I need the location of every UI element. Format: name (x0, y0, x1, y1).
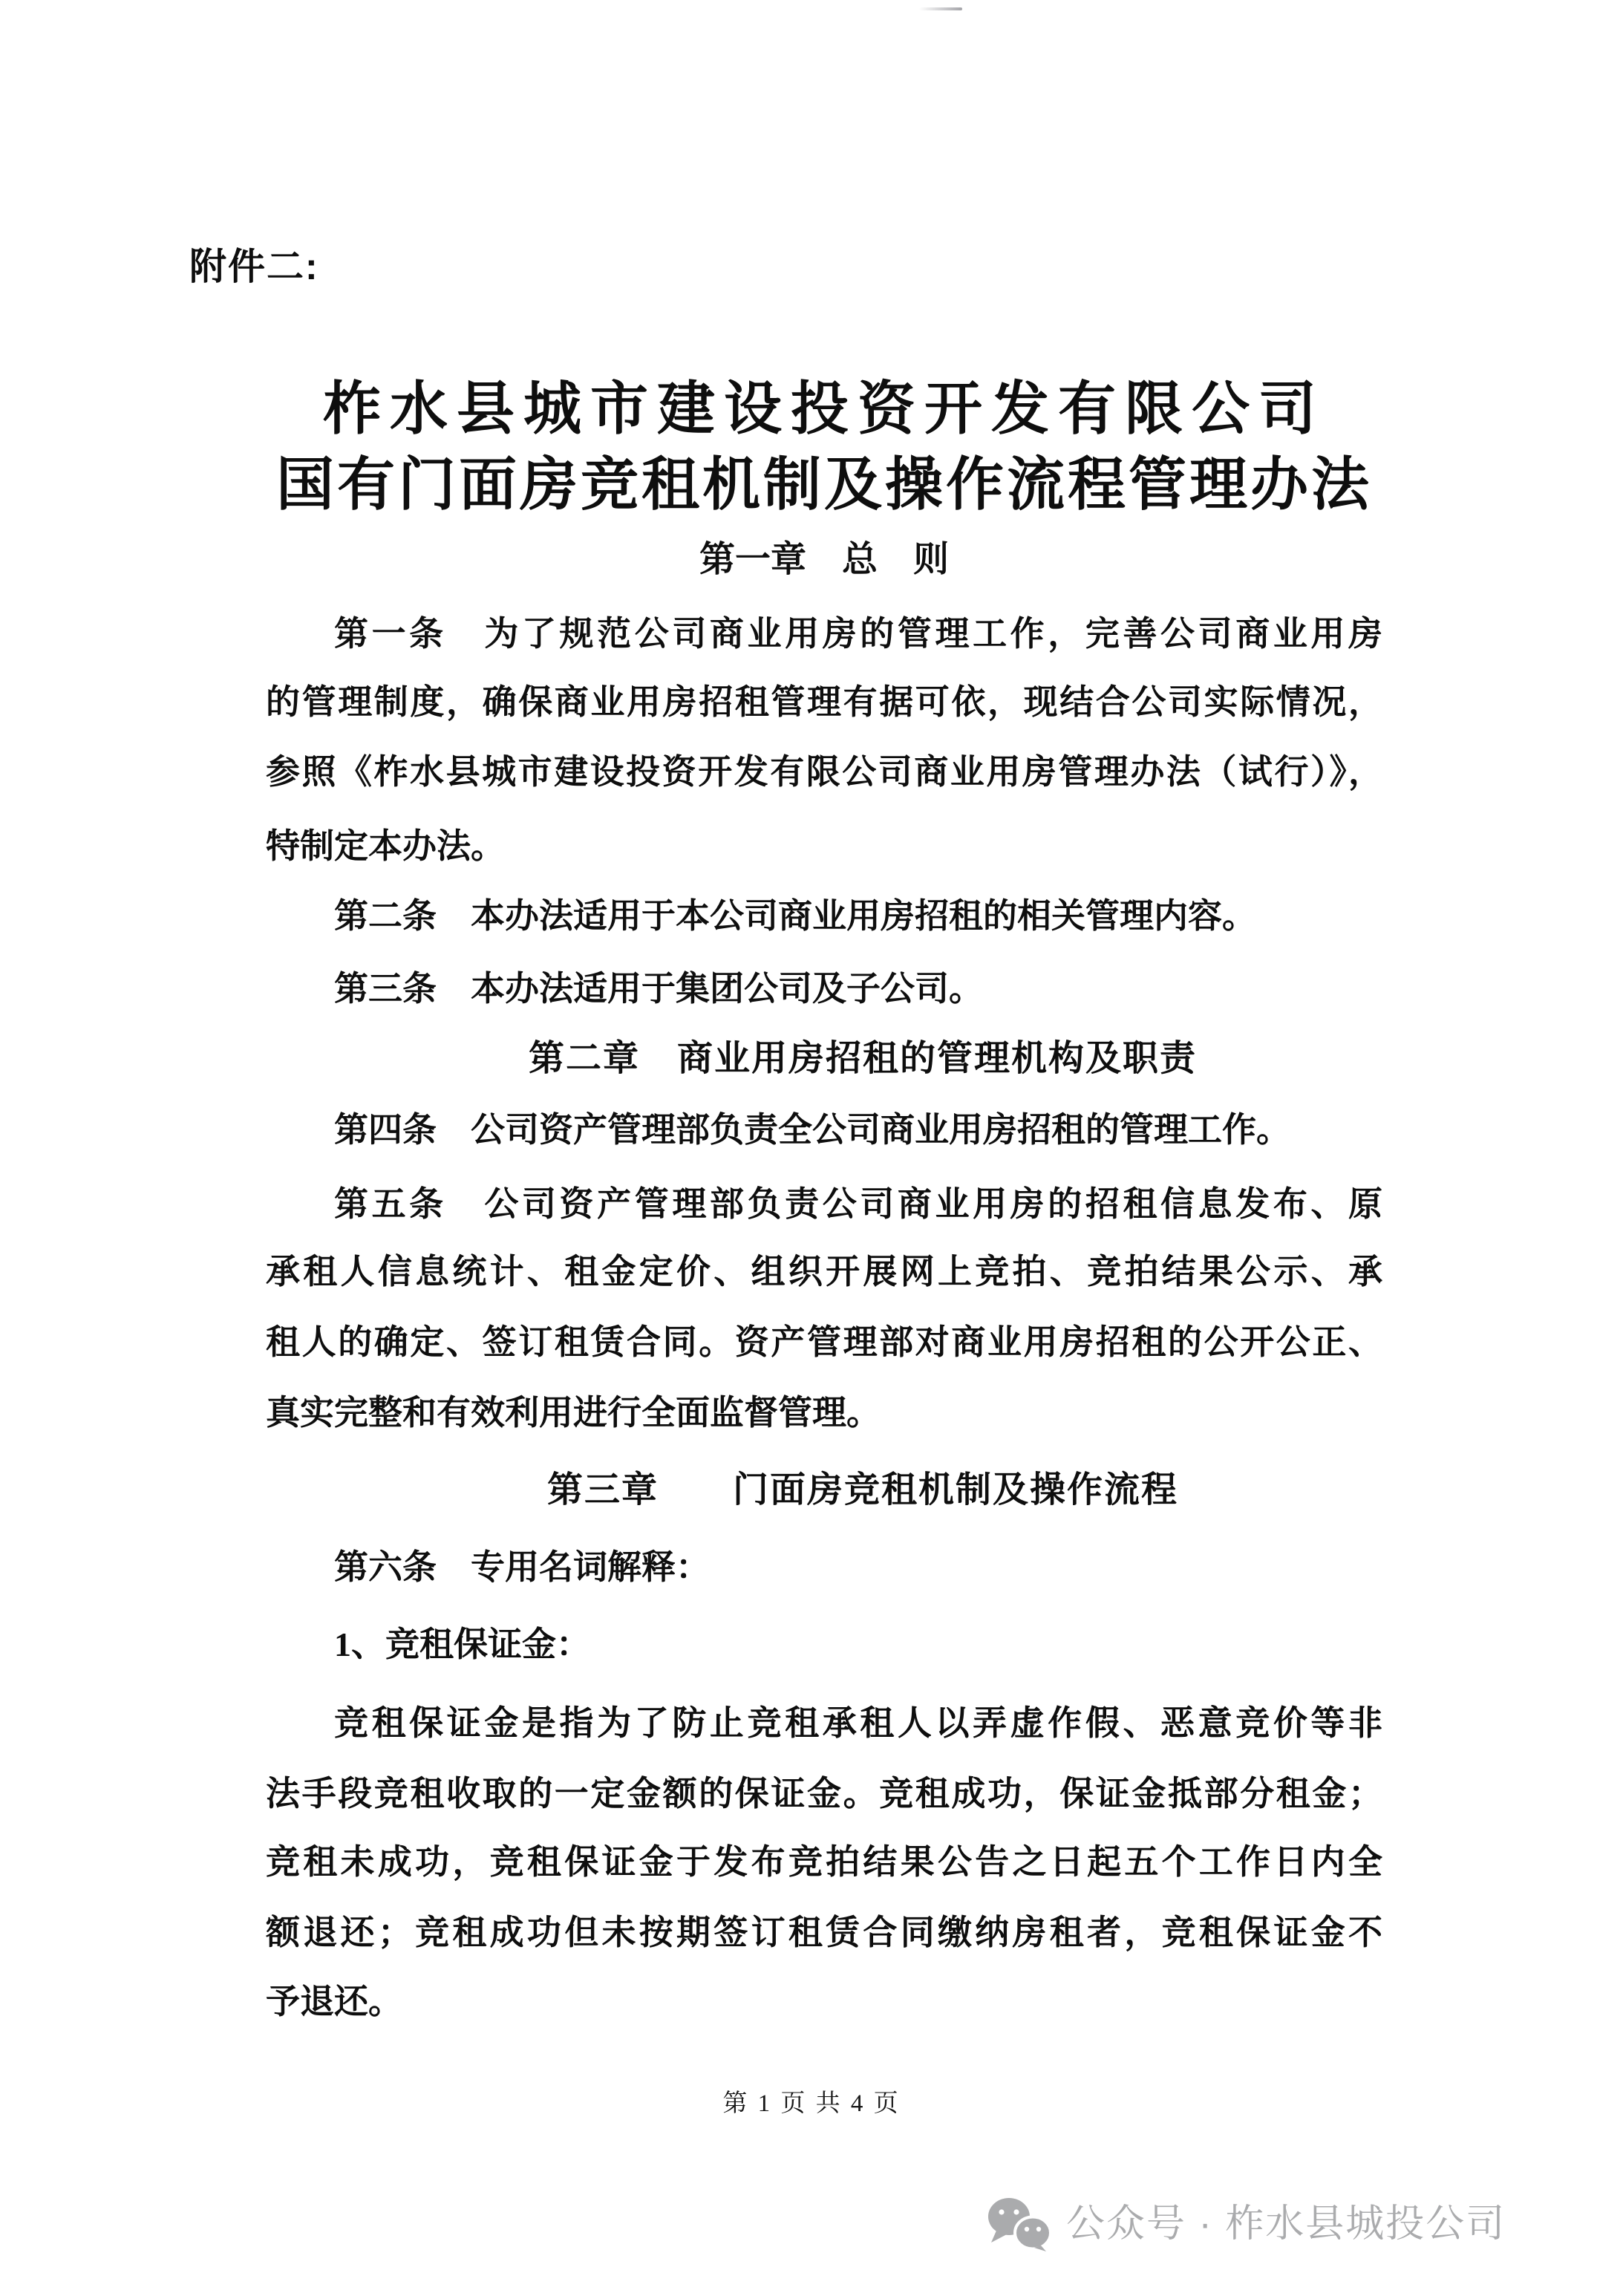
attachment-label: 附件二: (189, 246, 319, 287)
article-number-label: 第一条 (334, 614, 447, 653)
body-line (266, 1252, 1382, 1292)
article-number-label: 第三条 (334, 969, 437, 1008)
line-text: 予退还。 (266, 1983, 402, 2021)
line-text: 特制定本办法。 (266, 827, 505, 865)
article-number-label: 第五条 (334, 1184, 447, 1223)
line-text: 竞租保证金是指为了防止竞租承租人以弄虚作假、恶意竞价等非 (334, 1704, 1382, 1742)
body-line (266, 752, 1382, 792)
line-text: 专用名词解释： (437, 1548, 710, 1586)
line-text: 参照《柞水县城市建设投资开发有限公司商业用房管理办法（试行）》， (266, 753, 1382, 791)
body-line (266, 1323, 1382, 1363)
document-title-line2: 国有门面房竞租机制及操作流程管理办法 (275, 451, 1372, 517)
chapter3-heading: 第三章 门面房竞租机制及操作流程 (546, 1470, 1178, 1510)
body-line (266, 896, 1382, 936)
scan-artifact-line (919, 7, 962, 10)
article-number-label: 第二条 (334, 896, 437, 935)
line-text: 租人的确定、签订租赁合同。资产管理部对商业用房招租的公开公正、 (266, 1323, 1382, 1361)
body-line (266, 1547, 1382, 1588)
article-number-label: 第四条 (334, 1110, 437, 1149)
page-number-indicator: 第 1 页 共 4 页 (722, 2090, 901, 2117)
body-line (266, 1184, 1382, 1224)
line-text: 的管理制度，确保商业用房招租管理有据可依，现结合公司实际情况， (266, 683, 1382, 721)
body-line (266, 1982, 1382, 2022)
line-text: 法手段竞租收取的一定金额的保证金。竞租成功，保证金抵部分租金； (266, 1775, 1382, 1813)
line-text: 额退还；竞租成功但未按期签订租赁合同缴纳房租者，竞租保证金不 (266, 1914, 1382, 1951)
line-text: 公司资产管理部负责公司商业用房的招租信息发布、原 (446, 1185, 1383, 1223)
line-text: 本办法适用于本公司商业用房招租的相关管理内容。 (437, 897, 1256, 935)
body-line (266, 1703, 1382, 1744)
body-line (266, 1109, 1382, 1150)
line-text: 本办法适用于集团公司及子公司。 (437, 970, 983, 1008)
document-title-line1: 柞水县城市建设投资开发有限公司 (322, 376, 1325, 441)
body-line (266, 1913, 1382, 1953)
body-line (266, 682, 1382, 723)
body-line (266, 1842, 1382, 1882)
body-line (266, 826, 1382, 867)
wechat-account-label: 公众号 · 柞水县城投公司 (1066, 2202, 1506, 2246)
line-text: 1、竞租保证金： (334, 1625, 590, 1663)
chapter1-heading: 第一章 总 则 (699, 540, 949, 579)
line-text: 真实完整和有效利用进行全面监督管理。 (266, 1394, 881, 1432)
article-number-label: 第六条 (334, 1547, 437, 1586)
line-text: 竞租未成功，竞租保证金于发布竞拍结果公告之日起五个工作日内全 (266, 1843, 1382, 1881)
wechat-icon (986, 2196, 1056, 2251)
line-text: 承租人信息统计、租金定价、组织开展网上竞拍、竞拍结果公示、承 (266, 1253, 1382, 1291)
line-text: 为了规范公司商业用房的管理工作，完善公司商业用房 (446, 615, 1383, 653)
wechat-watermark (986, 2196, 1506, 2251)
body-line (266, 1774, 1382, 1814)
body-line (266, 968, 1382, 1009)
chapter2-heading: 第二章 商业用房招租的管理机构及职责 (528, 1039, 1197, 1078)
body-line (266, 1393, 1382, 1433)
body-line (266, 1625, 1382, 1665)
body-line (266, 613, 1382, 654)
line-text: 公司资产管理部负责全公司商业用房招租的管理工作。 (437, 1111, 1290, 1149)
